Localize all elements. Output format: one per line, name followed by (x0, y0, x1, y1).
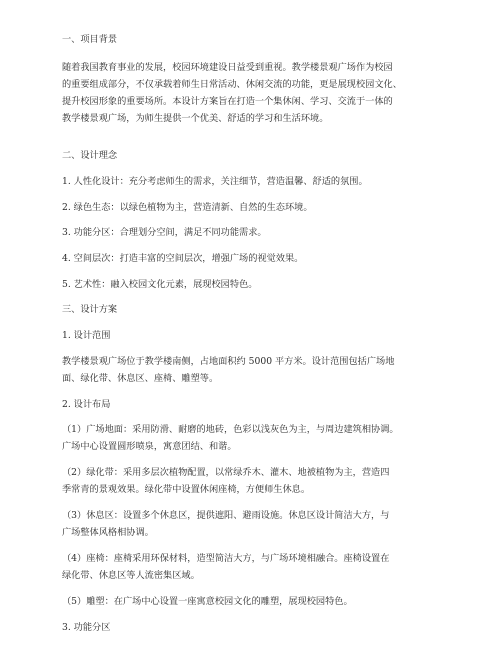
paragraph-line: （3）休息区：设置多个休息区，提供遮阳、避雨设施。休息区设计简洁大方，与 (62, 510, 390, 521)
paragraph-line: 随着我国教育事业的发展，校园环境建设日益受到重视。教学楼景观广场作为校园 (62, 62, 393, 73)
paragraph-line: 面、绿化带、休息区、座椅、雕塑等。 (62, 373, 219, 384)
paragraph-line: （5）雕塑：在广场中心设置一座寓意校园文化的雕塑，展现校园特色。 (62, 596, 353, 607)
paragraph-line: （1）广场地面：采用防滑、耐磨的地砖，色彩以浅灰色为主，与周边建筑相协调。 (62, 424, 399, 435)
list-item: 3. 功能分区：合理划分空间，满足不同功能需求。 (62, 227, 267, 238)
paragraph-line: 绿化带、休息区等人流密集区域。 (62, 570, 200, 581)
section-heading-concept: 二、设计理念 (62, 150, 118, 161)
paragraph-line: 季常青的景观效果。绿化带中设置休闲座椅，方便师生休息。 (62, 484, 311, 495)
paragraph-line: 广场中心设置圆形喷泉，寓意团结、和谐。 (62, 441, 237, 452)
subsection-heading-layout: 2. 设计布局 (62, 399, 111, 410)
paragraph-line: 教学楼景观广场位于教学楼南侧，占地面积约 5000 平方米。设计范围包括广场地 (62, 356, 395, 367)
section-heading-background: 一、项目背景 (62, 34, 118, 45)
subsection-heading-scope: 1. 设计范围 (62, 330, 111, 341)
section-heading-plan: 三、设计方案 (62, 304, 118, 315)
paragraph-line: 的重要组成部分，不仅承载着师生日常活动、休闲交流的功能，更是展现校园文化、 (62, 79, 402, 90)
list-item: 5. 艺术性：融入校园文化元素，展现校园特色。 (62, 279, 258, 290)
paragraph-line: 教学楼景观广场，为师生提供一个优美、舒适的学习和生活环境。 (62, 113, 329, 124)
paragraph-line: （2）绿化带：采用多层次植物配置，以常绿乔木、灌木、地被植物为主，营造四 (62, 467, 390, 478)
subsection-heading-zoning: 3. 功能分区 (62, 622, 111, 633)
list-item: 2. 绿色生态：以绿色植物为主，营造清新、自然的生态环境。 (62, 202, 313, 213)
paragraph-line: 广场整体风格相协调。 (62, 527, 154, 538)
paragraph-line: （4）座椅：座椅采用环保材料，造型简洁大方，与广场环境相融合。座椅设置在 (62, 553, 390, 564)
paragraph-line: 提升校园形象的重要场所。本设计方案旨在打造一个集休闲、学习、交流于一体的 (62, 96, 393, 107)
list-item: 4. 空间层次：打造丰富的空间层次，增强广场的视觉效果。 (62, 253, 304, 264)
list-item: 1. 人性化设计：充分考虑师生的需求，关注细节，营造温馨、舒适的氛围。 (62, 176, 368, 187)
